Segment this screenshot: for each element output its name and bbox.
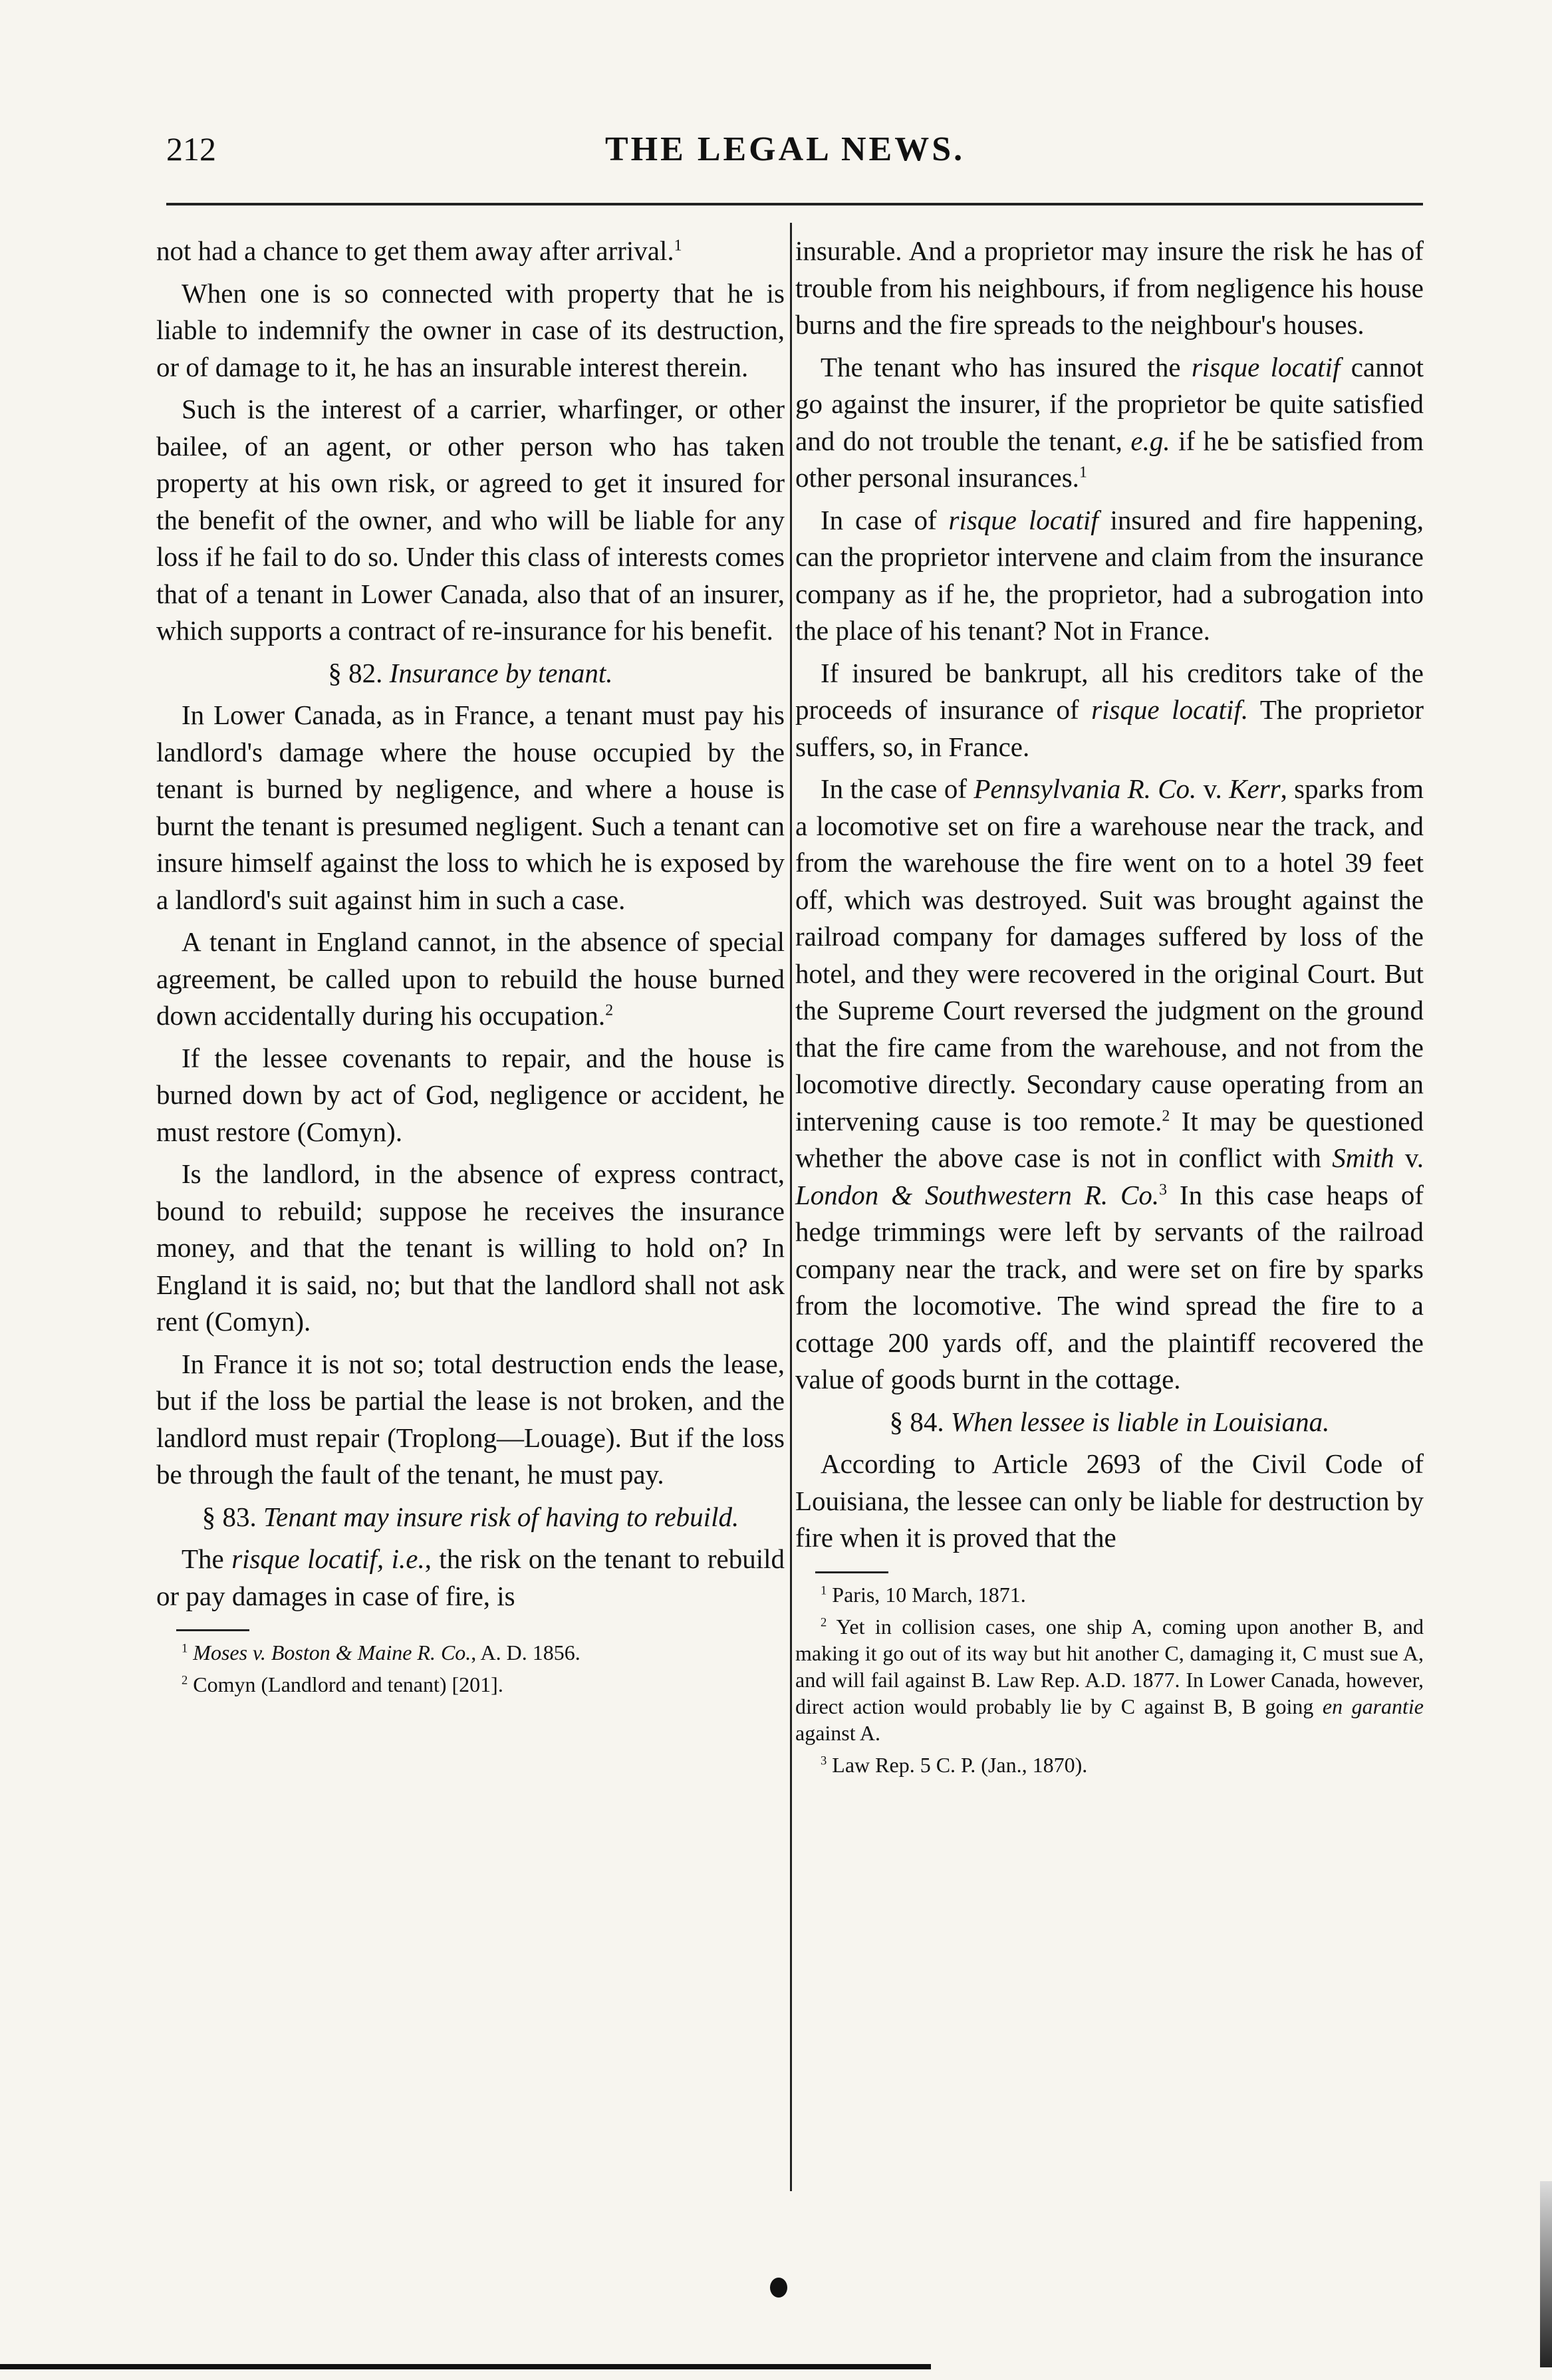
paragraph: According to Article 2693 of the Civil Code of Louisiana, the lessee can only be liable for destruction by fire when it is proved that the: [795, 1448, 1424, 1553]
footnote: $^3$ Law Rep. 5 C. P. (Jan., 1870).: [821, 1752, 1088, 1777]
paragraph: In case of risque locatif insured and fire happening, can the proprietor intervene and claim from the insurance company as if he, the proprietor, had a subrogation into the place of his tenant? Not in France.: [795, 504, 1424, 646]
paragraph: Is the landlord, in the absence of express contract, bound to rebuild; suppose he receives the insurance money, and that the tenant is willing to hold on? In England it is said, no; but that the landlord shall not ask rent (Comyn).: [156, 1158, 785, 1337]
header-rule: [166, 203, 1423, 205]
footnote: $^2$ Comyn (Landlord and tenant) [201].: [182, 1672, 503, 1696]
left-column: [156, 233, 785, 1703]
section-heading-82: § 82. Insurance by tenant.: [328, 657, 613, 688]
paragraph: The tenant who has insured the risque locatif cannot go against the insurer, if the proprietor be quite satisfied and do not trouble the tenant, e.g. if he be satisfied from other personal insurances.$^1$: [795, 351, 1424, 493]
scan-edge-bar: [0, 2364, 931, 2369]
right-column: [795, 233, 1424, 1784]
paragraph: In France it is not so; total destruction ends the lease, but if the loss be partial the lease is not broken, and the landlord must repair (Troplong—Louage). But if the loss be through the fault of the tenant, he must pay.: [156, 1348, 785, 1490]
paragraph: In Lower Canada, as in France, a tenant must pay his landlord's damage where the house occupied by the tenant is burned by negligence, and where a house is burnt the tenant is presumed negligent. Such a tenant can insure himself against the loss to which he is exposed by a landlord's suit against him in such a case.: [156, 700, 785, 915]
footnote: $^1$ Moses v. Boston & Maine R. Co., A. D. 1856.: [182, 1641, 581, 1664]
ink-spot: [770, 2278, 787, 2298]
paragraph: In the case of Pennsylvania R. Co. v. Kerr, sparks from a locomotive set on fire a warehouse near the track, and from the warehouse the fire went on to a hotel 39 feet off, which was destroyed. Suit was brought against the railroad company for damages suffered by loss of the hotel, and they were recovered in the original Court. But the Supreme Court reversed the judgment on the ground that the fire came from the warehouse, and not from the locomotive directly. Secondary cause operating from an intervening cause is too remote.$^2$ It may be questioned whether the above case is not in conflict with Smith v. London & Southwestern R. Co.$^3$ In this case heaps of hedge trimmings were left by servants of the railroad company near the track, and were set on fire by sparks from the locomotive. The wind spread the fire to a cottage 200 yards off, and the plaintiff recovered the value of goods burnt in the cottage.: [795, 773, 1424, 1394]
scan-edge-mark: [1540, 2181, 1552, 2367]
footnote-rule: [815, 1571, 888, 1573]
paragraph: not had a chance to get them away after arrival.$^1$: [156, 235, 682, 266]
paragraph: insurable. And a proprietor may insure the risk he has of trouble from his neighbours, if from negligence his house burns and the fire spreads to the neighbour's houses.: [795, 235, 1424, 340]
page-number: 212: [166, 130, 216, 168]
running-title: THE LEGAL NEWS.: [605, 130, 966, 168]
paragraph: If insured be bankrupt, all his creditors take of the proceeds of insurance of risque locatif. The proprietor suffers, so, in France.: [795, 657, 1424, 762]
paragraph: When one is so connected with property that he is liable to indemnify the owner in case of its destruction, or of damage to it, he has an insurable interest therein.: [156, 277, 785, 382]
footnote: $^1$ Paris, 10 March, 1871.: [821, 1582, 1026, 1607]
column-divider: [790, 223, 792, 2191]
paragraph: A tenant in England cannot, in the absence of special agreement, be called upon to rebuild the house burned down accidentally during his occupation.$^2$: [156, 926, 785, 1031]
paragraph: If the lessee covenants to repair, and the house is burned down by act of God, negligence or accident, he must restore (Comyn).: [156, 1042, 785, 1147]
paragraph: Such is the interest of a carrier, wharfinger, or other bailee, of an agent, or other person who has taken property at his own risk, or agreed to get it insured for the benefit of the owner, and who will be liable for any loss if he fail to do so. Under this class of interests comes that of a tenant in Lower Canada, also that of an insurer, which supports a contract of re-insurance for his benefit.: [156, 394, 785, 646]
section-heading-83: § 83. Tenant may insure risk of having to rebuild.: [201, 1501, 739, 1532]
page-header: [166, 130, 1430, 183]
footnote-rule: [176, 1629, 249, 1631]
section-heading-84: § 84. When lessee is liable in Louisiana.: [889, 1406, 1330, 1437]
paragraph: The risque locatif, i.e., the risk on the tenant to rebuild or pay damages in case of fire, is: [156, 1543, 785, 1611]
footnote: $^2$ Yet in collision cases, one ship A, coming upon another B, and making it go out of its way but hit another C, damaging it, C must sue A, and will fail against B. Law Rep. A.D. 1877. In Lower Canada, however, direct action would probably lie by C against B, B going en garantie against A.: [795, 1614, 1424, 1745]
